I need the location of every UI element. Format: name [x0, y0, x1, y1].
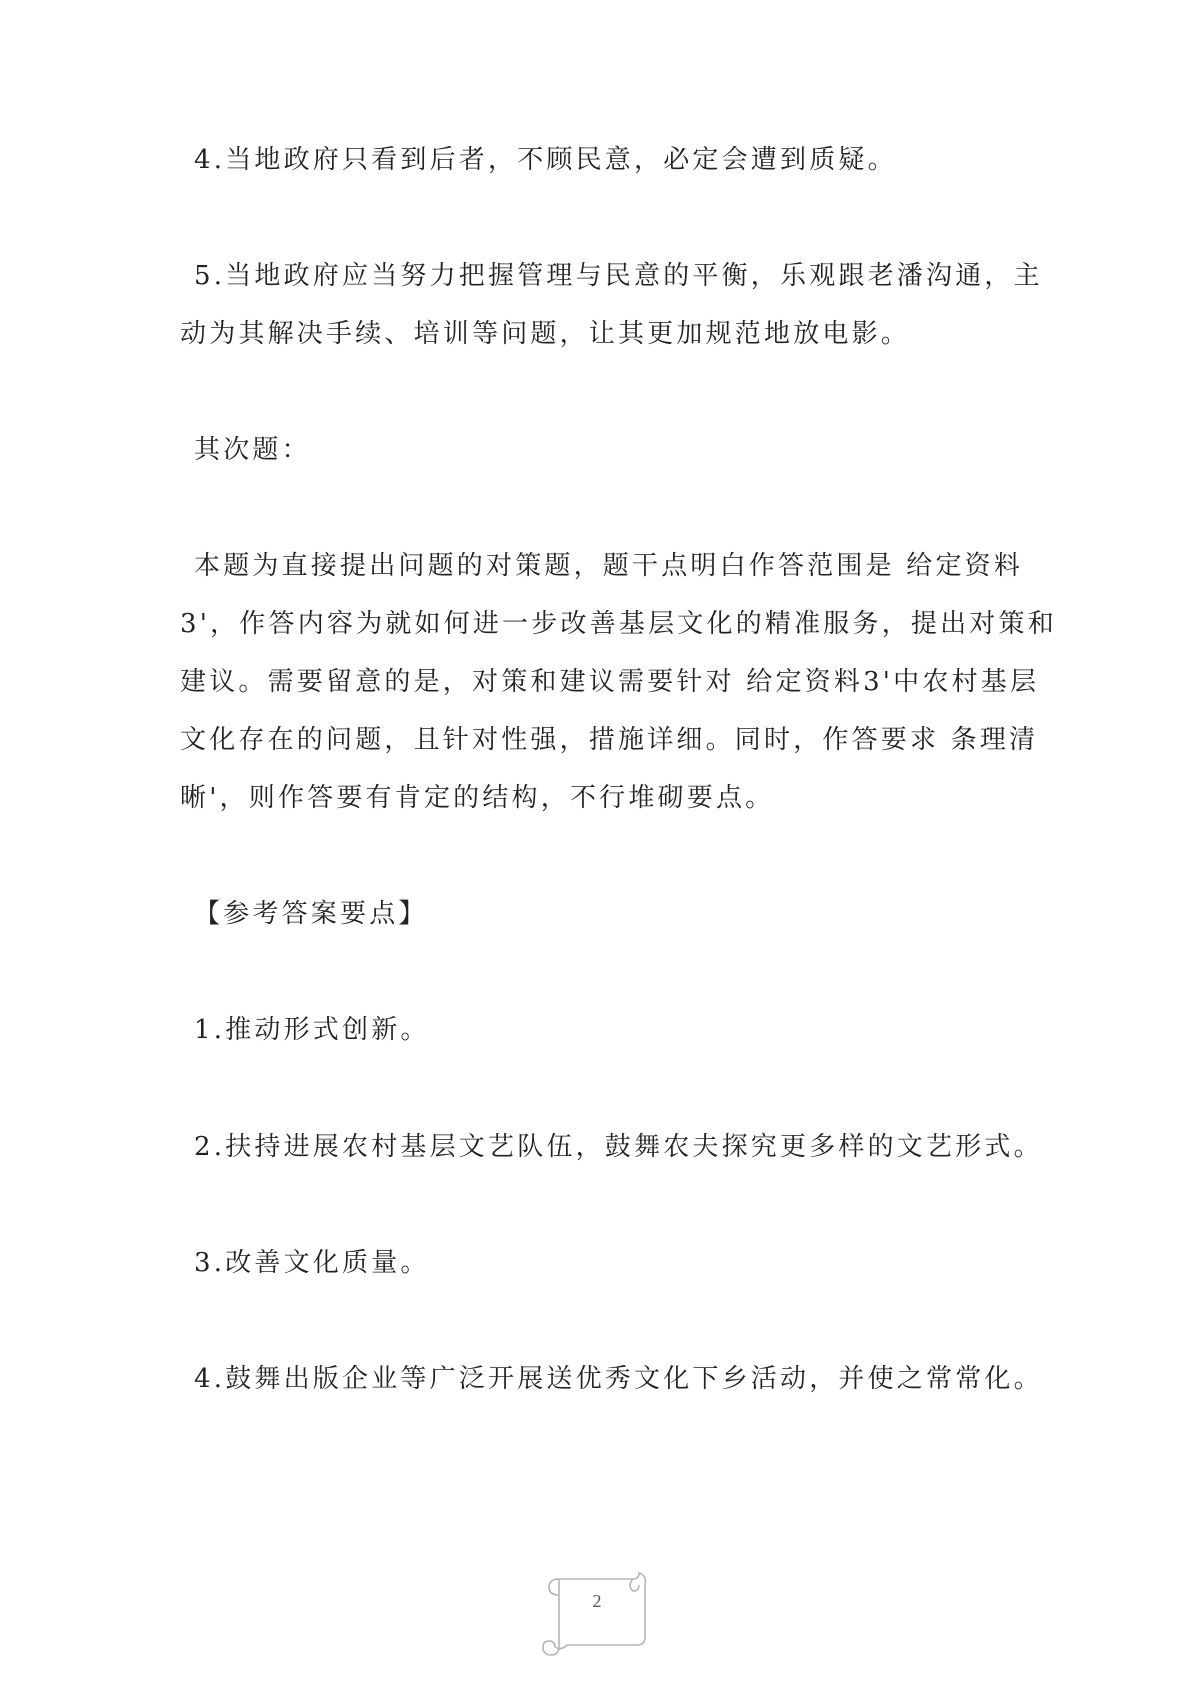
paragraph-point-4-line-1: 4.当地政府只看到后者，不顾民意，必定会遭到质疑。	[194, 145, 897, 175]
answer-point-1: 1.推动形式创新。	[194, 1015, 430, 1045]
page-footer	[537, 1565, 657, 1657]
answer-point-3: 3.改善文化质量。	[194, 1248, 430, 1278]
answer-point-4: 4.鼓舞出版企业等广泛开展送优秀文化下乡活动，并使之常常化。	[194, 1364, 1043, 1394]
analysis-line-3: 建议。需要留意的是，对策和建议需要针对 给定资料3'中农村基层	[180, 667, 1040, 697]
analysis-line-1: 本题为直接提出问题的对策题，题干点明白作答范围是 给定资料	[194, 551, 1024, 581]
section-heading-second-question: 其次题：	[194, 435, 311, 465]
answer-point-2: 2.扶持进展农村基层文艺队伍，鼓舞农夫探究更多样的文艺形式。	[194, 1132, 1043, 1162]
page-number: 2	[592, 1591, 602, 1611]
reference-answer-heading: 【参考答案要点】	[194, 899, 428, 929]
paragraph-point-5-line-1: 5.当地政府应当努力把握管理与民意的平衡，乐观跟老潘沟通，主	[194, 261, 1043, 291]
analysis-line-4: 文化存在的问题，且针对性强，措施详细。同时，作答要求 条理清	[180, 725, 1039, 755]
analysis-line-5: 晰'，则作答要有肯定的结构，不行堆砌要点。	[180, 783, 775, 813]
paragraph-point-5-line-2: 动为其解决手续、培训等问题，让其更加规范地放电影。	[180, 319, 911, 349]
analysis-line-2: 3'，作答内容为就如何进一步改善基层文化的精准服务，提出对策和	[180, 609, 1057, 639]
